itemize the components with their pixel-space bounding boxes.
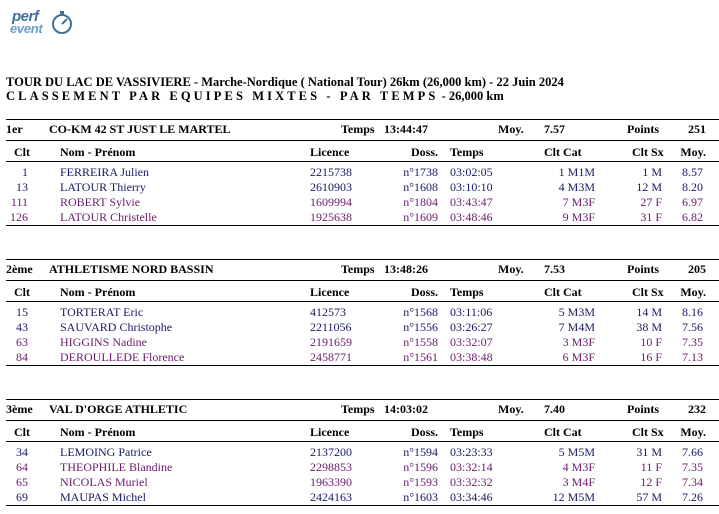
member-licence: 2215738: [310, 165, 352, 179]
team-rank: 1er: [6, 122, 23, 136]
member-cltsx: 1 M: [642, 165, 662, 179]
logo-stopwatch-icon: [50, 10, 74, 36]
col-nom-header: Nom - Prénom: [60, 425, 136, 439]
member-moy: 7.26: [682, 490, 703, 504]
member-name: DEROULLEDE Florence: [60, 350, 185, 364]
team-bottom-rule: [6, 505, 719, 506]
member-clt: 65: [16, 475, 28, 489]
member-cltsx: 31 F: [640, 210, 662, 224]
member-temps: 03:48:46: [450, 210, 493, 224]
col-cltcat-header: Clt Cat: [544, 285, 582, 299]
col-clt-header: Clt: [14, 285, 30, 299]
member-cltcat: 5 M3M: [558, 305, 595, 319]
col-doss-header: Doss.: [410, 285, 438, 299]
member-doss: n°1558: [403, 335, 438, 349]
table-row: [6, 210, 719, 225]
member-cltcat: 3 M3F: [562, 335, 595, 349]
member-cltcat: 3 M4F: [562, 475, 595, 489]
member-clt: 63: [16, 335, 28, 349]
team-header-row: [6, 262, 719, 277]
member-cltsx: 57 M: [636, 490, 662, 504]
member-doss: n°1556: [403, 320, 438, 334]
col-nom-header: Nom - Prénom: [60, 145, 136, 159]
member-clt: 64: [16, 460, 28, 474]
team-moy-value: 7.57: [544, 122, 565, 136]
member-temps: 03:11:06: [450, 305, 493, 319]
col-licence-header: Licence: [310, 425, 350, 439]
member-licence: 412573: [310, 305, 346, 319]
team-moy-value: 7.40: [544, 402, 565, 416]
member-cltsx: 27 F: [640, 195, 662, 209]
member-list: [6, 165, 719, 225]
member-cltcat: 9 M3F: [562, 210, 595, 224]
col-cltcat-header: Clt Cat: [544, 425, 582, 439]
table-row: [6, 475, 719, 490]
team-header-rule: [6, 280, 719, 281]
member-cltsx: 16 F: [640, 350, 662, 364]
team-block: [6, 399, 719, 514]
member-cltsx: 10 F: [640, 335, 662, 349]
col-temps-header: Temps: [450, 425, 484, 439]
member-temps: 03:43:47: [450, 195, 493, 209]
column-header-rule: [6, 301, 719, 302]
member-moy: 7.34: [682, 475, 703, 489]
member-moy: 6.82: [682, 210, 703, 224]
member-licence: 1963390: [310, 475, 352, 489]
member-temps: 03:10:10: [450, 180, 493, 194]
team-header-row: [6, 122, 719, 137]
col-licence-header: Licence: [310, 285, 350, 299]
team-temps-value: 13:44:47: [384, 122, 428, 136]
table-row: [6, 195, 719, 210]
member-moy: 7.56: [682, 320, 703, 334]
member-name: HIGGINS Nadine: [60, 335, 147, 349]
column-header-rule: [6, 161, 719, 162]
team-bottom-rule: [6, 365, 719, 366]
member-name: MAUPAS Michel: [60, 490, 146, 504]
col-moy-header: Moy.: [680, 285, 706, 299]
col-clt-header: Clt: [14, 145, 30, 159]
column-header-row: [6, 145, 719, 160]
member-doss: n°1596: [403, 460, 438, 474]
team-block: [6, 259, 719, 374]
member-licence: 1925638: [310, 210, 352, 224]
member-doss: n°1804: [403, 195, 438, 209]
col-doss-header: Doss.: [410, 145, 438, 159]
table-row: [6, 165, 719, 180]
member-licence: 2137200: [310, 445, 352, 459]
member-clt: 1: [22, 165, 28, 179]
team-points-label: Points: [627, 402, 660, 416]
member-clt: 69: [16, 490, 28, 504]
member-cltcat: 12 M5M: [552, 490, 595, 504]
team-moy-label: Moy.: [498, 402, 524, 416]
team-header-row: [6, 402, 719, 417]
table-row: [6, 320, 719, 335]
team-points-value: 205: [688, 262, 706, 276]
member-temps: 03:32:07: [450, 335, 493, 349]
member-cltcat: 6 M3F: [562, 350, 595, 364]
member-temps: 03:32:14: [450, 460, 493, 474]
ranking-subtitle: [6, 89, 504, 104]
team-temps-label: Temps: [341, 262, 375, 276]
col-doss-header: Doss.: [410, 425, 438, 439]
team-top-rule: [6, 399, 719, 400]
member-temps: 03:02:05: [450, 165, 493, 179]
member-cltcat: 4 M3M: [558, 180, 595, 194]
table-row: [6, 445, 719, 460]
member-clt: 111: [10, 195, 28, 209]
member-licence: 2424163: [310, 490, 352, 504]
team-points-value: 232: [688, 402, 706, 416]
member-licence: 2211056: [310, 320, 352, 334]
member-licence: 2458771: [310, 350, 352, 364]
team-header-rule: [6, 140, 719, 141]
member-temps: 03:34:46: [450, 490, 493, 504]
member-licence: 1609994: [310, 195, 352, 209]
member-name: LEMOING Patrice: [60, 445, 152, 459]
col-nom-header: Nom - Prénom: [60, 285, 136, 299]
member-doss: n°1609: [403, 210, 438, 224]
col-temps-header: Temps: [450, 285, 484, 299]
team-temps-value: 13:48:26: [384, 262, 428, 276]
team-points-label: Points: [627, 122, 660, 136]
member-doss: n°1561: [403, 350, 438, 364]
team-temps-value: 14:03:02: [384, 402, 428, 416]
ranking-subtitle-main: CLASSEMENT PAR EQUIPES MIXTES - PAR TEMPS: [6, 89, 439, 103]
member-doss: n°1568: [403, 305, 438, 319]
member-cltsx: 14 M: [636, 305, 662, 319]
team-moy-value: 7.53: [544, 262, 565, 276]
member-moy: 8.57: [682, 165, 703, 179]
col-licence-header: Licence: [310, 145, 350, 159]
table-row: [6, 180, 719, 195]
member-doss: n°1594: [403, 445, 438, 459]
member-name: TORTERAT Eric: [60, 305, 144, 319]
member-moy: 8.20: [682, 180, 703, 194]
team-moy-label: Moy.: [498, 262, 524, 276]
table-row: [6, 350, 719, 365]
team-name: CO-KM 42 ST JUST LE MARTEL: [49, 122, 231, 136]
col-cltcat-header: Clt Cat: [544, 145, 582, 159]
col-moy-header: Moy.: [680, 425, 706, 439]
team-temps-label: Temps: [341, 402, 375, 416]
table-row: [6, 490, 719, 505]
member-list: [6, 305, 719, 365]
member-temps: 03:32:32: [450, 475, 493, 489]
member-cltsx: 31 M: [636, 445, 662, 459]
team-top-rule: [6, 119, 719, 120]
table-row: [6, 335, 719, 350]
member-name: FERREIRA Julien: [60, 165, 150, 179]
member-temps: 03:23:33: [450, 445, 493, 459]
perf-event-logo: [8, 8, 74, 40]
col-temps-header: Temps: [450, 145, 484, 159]
member-clt: 15: [16, 305, 28, 319]
member-doss: n°1608: [403, 180, 438, 194]
logo-text-top: perf: [12, 8, 39, 25]
member-doss: n°1593: [403, 475, 438, 489]
team-rank: 2ème: [6, 262, 33, 276]
table-row: [6, 460, 719, 475]
column-header-row: [6, 285, 719, 300]
team-top-rule: [6, 259, 719, 260]
member-cltcat: 1 M1M: [558, 165, 595, 179]
col-cltsx-header: Clt Sx: [632, 425, 664, 439]
col-moy-header: Moy.: [680, 145, 706, 159]
member-doss: n°1603: [403, 490, 438, 504]
member-moy: 6.97: [682, 195, 703, 209]
member-licence: 2610903: [310, 180, 352, 194]
column-header-row: [6, 425, 719, 440]
team-rank: 3ème: [6, 402, 33, 416]
team-block: [6, 119, 719, 234]
team-bottom-rule: [6, 225, 719, 226]
member-name: THEOPHILE Blandine: [60, 460, 173, 474]
member-cltsx: 11 F: [640, 460, 662, 474]
member-moy: 8.16: [682, 305, 703, 319]
member-clt: 13: [16, 180, 28, 194]
col-cltsx-header: Clt Sx: [632, 285, 664, 299]
member-moy: 7.13: [682, 350, 703, 364]
team-temps-label: Temps: [341, 122, 375, 136]
member-clt: 34: [16, 445, 28, 459]
member-cltsx: 12 F: [640, 475, 662, 489]
member-moy: 7.35: [682, 460, 703, 474]
member-licence: 2298853: [310, 460, 352, 474]
member-licence: 2191659: [310, 335, 352, 349]
member-cltcat: 7 M4M: [558, 320, 595, 334]
ranking-subtitle-distance: - 26,000 km: [438, 89, 504, 103]
team-moy-label: Moy.: [498, 122, 524, 136]
column-header-rule: [6, 441, 719, 442]
member-name: LATOUR Thierry: [60, 180, 146, 194]
member-moy: 7.35: [682, 335, 703, 349]
member-cltsx: 38 M: [636, 320, 662, 334]
logo-text-bottom: event: [10, 21, 43, 36]
table-row: [6, 305, 719, 320]
team-name: ATHLETISME NORD BASSIN: [49, 262, 214, 276]
member-moy: 7.66: [682, 445, 703, 459]
race-title: TOUR DU LAC DE VASSIVIERE - Marche-Nordique ( National Tour) 26km (26,000 km) - 22 Juin 2024: [6, 75, 564, 89]
col-clt-header: Clt: [14, 425, 30, 439]
member-temps: 03:26:27: [450, 320, 493, 334]
member-clt: 84: [16, 350, 28, 364]
member-name: SAUVARD Christophe: [60, 320, 173, 334]
team-name: VAL D'ORGE ATHLETIC: [49, 402, 188, 416]
team-points-label: Points: [627, 262, 660, 276]
member-name: ROBERT Sylvie: [60, 195, 141, 209]
member-cltcat: 5 M5M: [558, 445, 595, 459]
member-cltsx: 12 M: [636, 180, 662, 194]
member-list: [6, 445, 719, 505]
member-clt: 43: [16, 320, 28, 334]
member-temps: 03:38:48: [450, 350, 493, 364]
team-points-value: 251: [688, 122, 706, 136]
member-name: NICOLAS Muriel: [60, 475, 148, 489]
member-cltcat: 4 M3F: [562, 460, 595, 474]
member-name: LATOUR Christelle: [60, 210, 157, 224]
member-doss: n°1738: [403, 165, 438, 179]
member-cltcat: 7 M3F: [562, 195, 595, 209]
team-header-rule: [6, 420, 719, 421]
col-cltsx-header: Clt Sx: [632, 145, 664, 159]
member-clt: 126: [10, 210, 28, 224]
